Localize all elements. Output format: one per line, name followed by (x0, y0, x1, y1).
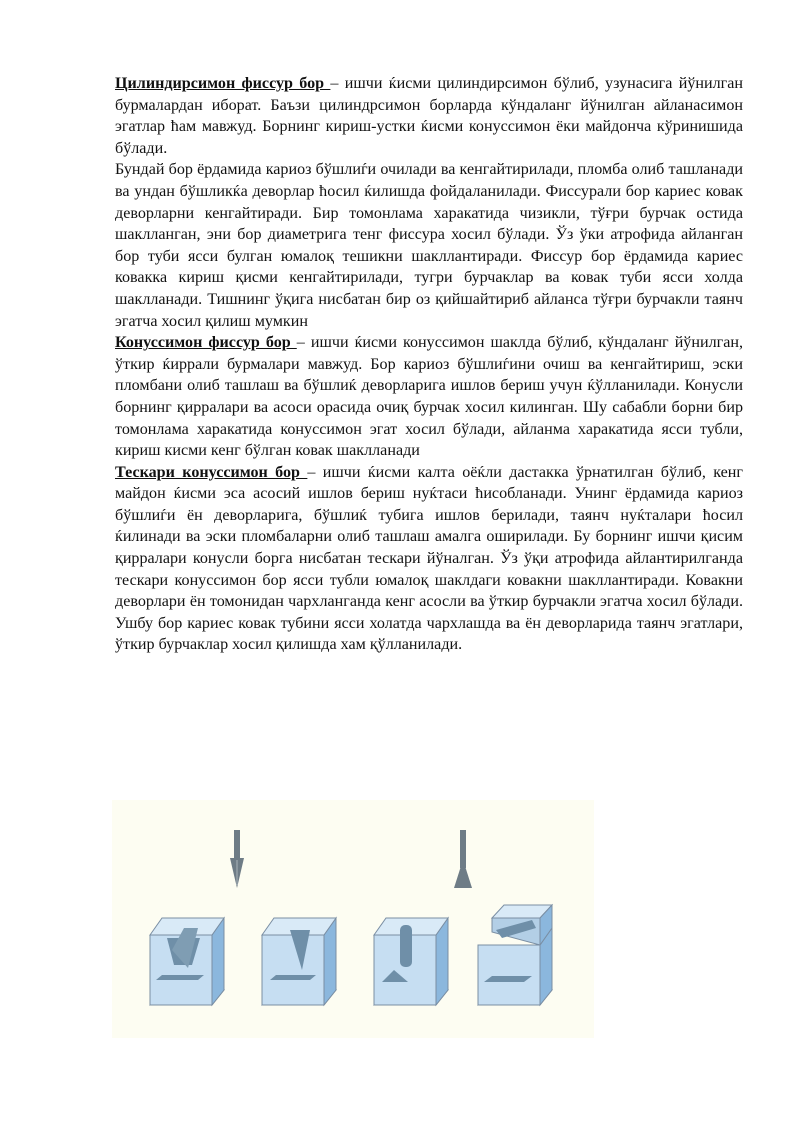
heading-conical-fissure-bur: Конуссимон фиссур бор (115, 334, 297, 352)
tooth-block-2 (262, 918, 336, 1005)
section-conical-bur (115, 332, 743, 462)
paragraph-cylindrical-usage: Бундай бор ёрдамида кариоз бўшлиѓи очилади ва кенгайтирилади, пломба олиб ташланади ва ундан бўшликќа деворлар ћосил ќилишда фойдаланилади. Фиссурали бор кариес ковак деворларни кенгайтиради. Бир томонлама харакатида чизикли, тўғри бурчак остида шаклланган, эни бор диаметрига тенг фиссура хосил бўлади. Ўз ўки атрофида айланган бор туби ясси булган юмалоқ тешикни шакллантиради. Фиссур бор ёрдамида кариес ковакка кириш қисми кенгайтирилади, тугри бурчаклар ва ковак туби ясси холда шаклланади. Тишнинг ўқига нисбатан бир оз қийшайтириб айланса тўғри бурчакли таянч эгатча хосил қилиш мумкин (115, 161, 743, 330)
body-text (115, 73, 743, 656)
illustration-svg (112, 800, 594, 1038)
bur-icon-conical (230, 830, 244, 888)
bur-icon-inverted-cone (454, 830, 472, 888)
bur-cavity-illustration (112, 800, 594, 1038)
tooth-block-1 (150, 918, 224, 1005)
heading-cylindrical-fissure-bur: Цилиндирсимон фиссур бор (115, 75, 331, 92)
heading-inverted-cone-bur: Тескари конуссимон бор (115, 463, 308, 481)
tooth-block-3 (374, 918, 448, 1005)
paragraph-inverted-cone-body: – ишчи ќисми калта оёќли дастакка ўрнатилган бўлиб, кенг майдон ќисми эса асосий ишлов бериш нуќтаси ћисобланади. Унинг ёрдамида кариоз бўшлиѓи ён деворларига, бўшлиќ тубига ишлов берилади, таянч нуќталари ћосил ќилинади ва эски пломбаларни олиб ташлаш амалга оширилади. Бу борнинг ишчи қисим қирралари конусли борга нисбатан тескари йўналган. Ўз ўқи атрофида айлантирилганда тескари конуссимон бор ясси тубли юмалоқ шаклдаги ковакни шакллантиради. Ковакни деворлари ён томонидан чархланганда кенг асосли ва ўткир бурчакли эгатча хосил бўлади. Ушбу бор кариес ковак тубини ясси холатда чархлашда ва ён деворларида таянч эгатлари, ўткир бурчаклар хосил қилишда хам қўлланилади. (115, 463, 743, 654)
paragraph-conical-body: – ишчи ќисми конуссимон шаклда бўлиб, кўндаланг йўнилган, ўткир ќиррали бурмалари мавжуд. Бор кариоз бўшлиѓини очиш ва кенгайтириш, эски пломбани олиб ташлаш ва бўшлиќ деворларига ишлов бериш учун ќўлланилади. Конусли борнинг қирралари ва асоси орасида очиқ бурчак хосил килинган. Шу сабабли борни бир томонлама харакатида конуссимон эгат хосил бўлади, айланма харакатида ясси тубли, кириш кисми кенг бўлган ковак шаклланади (115, 334, 743, 460)
section-cylindrical-bur (115, 73, 743, 159)
tooth-block-4 (478, 905, 552, 1005)
paragraph-cylindrical-lead: – ишчи ќисми цилиндирсимон бўлиб, узунасига йўнилган бурмалардан иборат. Баъзи цилиндрсимон борларда кўндаланг йўнилган айланасимон эгатлар ћам мавжуд. Борнинг кириш-устки ќисми конуссимон ёки майдонча кўринишида бўлади. (115, 75, 743, 157)
section-inverted-cone-bur (115, 462, 743, 656)
